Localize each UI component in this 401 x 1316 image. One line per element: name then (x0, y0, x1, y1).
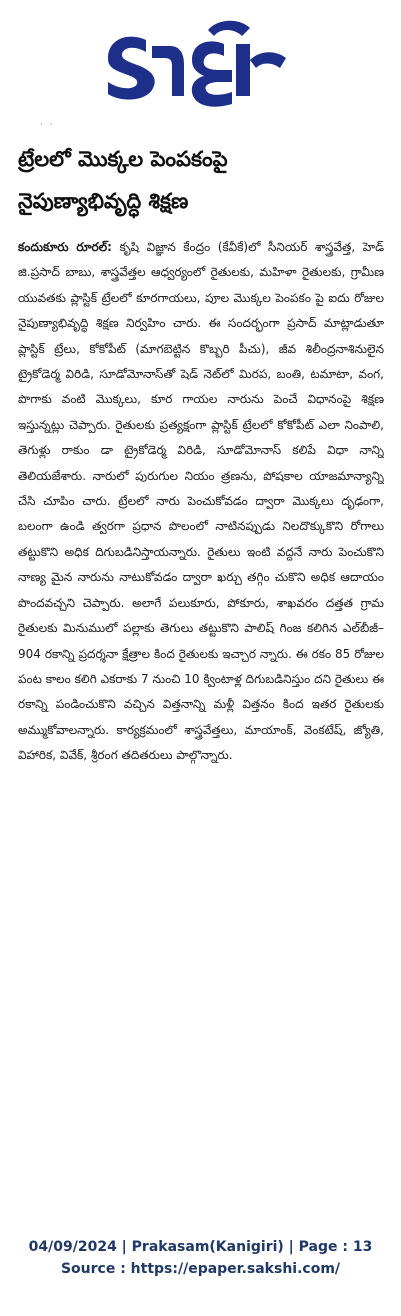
masthead (0, 0, 401, 118)
footer-meta: 04/09/2024 | Prakasam(Kanigiri) | Page : 13 (28, 1239, 373, 1255)
headline-line-1: ట్రేలలో మొక్కల పెంపకంపై (18, 147, 228, 171)
article-body-text: కృషి విజ్ఞాన కేంద్రం (కేవీకే)లో సీనియర్ శాస్త్రవేత్త, హెడ్ జి.ప్రసాద్ బాబు, శాస్త్రవేత్తల ఆధ్వర్యంలో రైతులకు, మహిళా రైతులకు, గ్రామీణ యువతకు ప్లాస్టిక్ ట్రేలలో కూరగాయలు, పూల మొక్కల పెంపకం పై ఐదు రోజుల నైపుణ్యాభివృద్ధి శిక్షణ నిర్వహిం చారు. ఈ సందర్భంగా ప్రసాద్ మాట్లాడుతూ ప్లాస్టిక్ ట్రేలు, కోకోపీట్ (మాగబెట్టిన కొబ్బరి పీచు), జీవ శిలీంద్రనాశినులైన ట్రైకోడెర్మ విరిడి, సూడోమోనాస్‌తో షెడ్ నెట్‌లో మిరప, బంతి, టమాటా, వంగ, పొగాకు వంటి మొక్కలు, కూర గాయల నారును పెంచే విధానంపై శిక్షణ ఇస్తున్నట్లు చెప్పారు. రైతులకు ప్రత్యక్షంగా ప్లాస్టిక్ ట్రేలలో కోకోపీట్ ఎలా నింపాలి, తెగుళ్లు రాకుం డా ట్రైకోడెర్మ విరిడి, సూడోమోనాస్ కలిపే విధా నాన్ని తెలియజేశారు. నారులో పురుగుల నియం త్రణను, పోషకాల యాజమాన్యాన్ని చేసి చూపిం చారు. ట్రేలలో నారు పెంచుకోవడం ద్వారా మొక్కలు దృఢంగా, బలంగా ఉండి త్వరగా ప్రధాన పొలంలో నాటినప్పుడు నిలదొక్కుకొని రోగాలు తట్టుకొని అధిక దిగుబడినిస్తాయన్నారు. రైతులు ఇంటి వద్దనే నారు పెంచుకొని నాణ్య మైన నారును నాటుకోవడం ద్వారా ఖర్చు తగ్గిం చుకొని అధిక ఆదాయం పొందవచ్చని చెప్పారు. అలాగే పలుకూరు, పోకూరు, శాఖవరం దత్తత గ్రామ రైతులకు మినుములో పల్లాకు తెగులు తట్టుకొని పాలిష్ గింజ కలిగిన ఎల్‌బీజీ–904 రకాన్ని ప్రదర్శనా క్షేత్రాల కింద రైతులకు ఇచ్చార న్నారు. ఈ రకం 85 రోజుల పంట కాలం కలిగి ఎకరాకు 7 నుంచి 10 క్వింటాళ్ల దిగుబడినిస్తుం దని రైతులు ఈ రకాన్ని పండించుకొని వచ్చిన విత్తనాన్ని మళ్లీ విత్తనం కింద ఇతర రైతులకు అమ్ముకోవాలన్నారు. కార్యక్రమంలో శాస్త్రవేత్తలు, మాయాంక్, వెంకటేష్, జ్యోతి, విహారిక, వివేక్, శ్రీరంగ తదితరులు పాల్గొన్నారు. (18, 240, 384, 763)
article-headline (18, 138, 388, 222)
headline-line-2: నైపుణ్యాభివృద్ధి శిక్షణ (18, 189, 189, 213)
footer-source: Source : https://epaper.sakshi.com/ (60, 1261, 341, 1277)
logo-text (100, 110, 101, 111)
scan-artifact: · · (40, 120, 55, 130)
page-footer (0, 1236, 401, 1280)
sakshi-logo (100, 10, 300, 110)
article-dateline: కందుకూరు రూరల్: (18, 240, 112, 254)
sakshi-logo-icon (100, 10, 300, 110)
article-body (18, 235, 384, 1180)
